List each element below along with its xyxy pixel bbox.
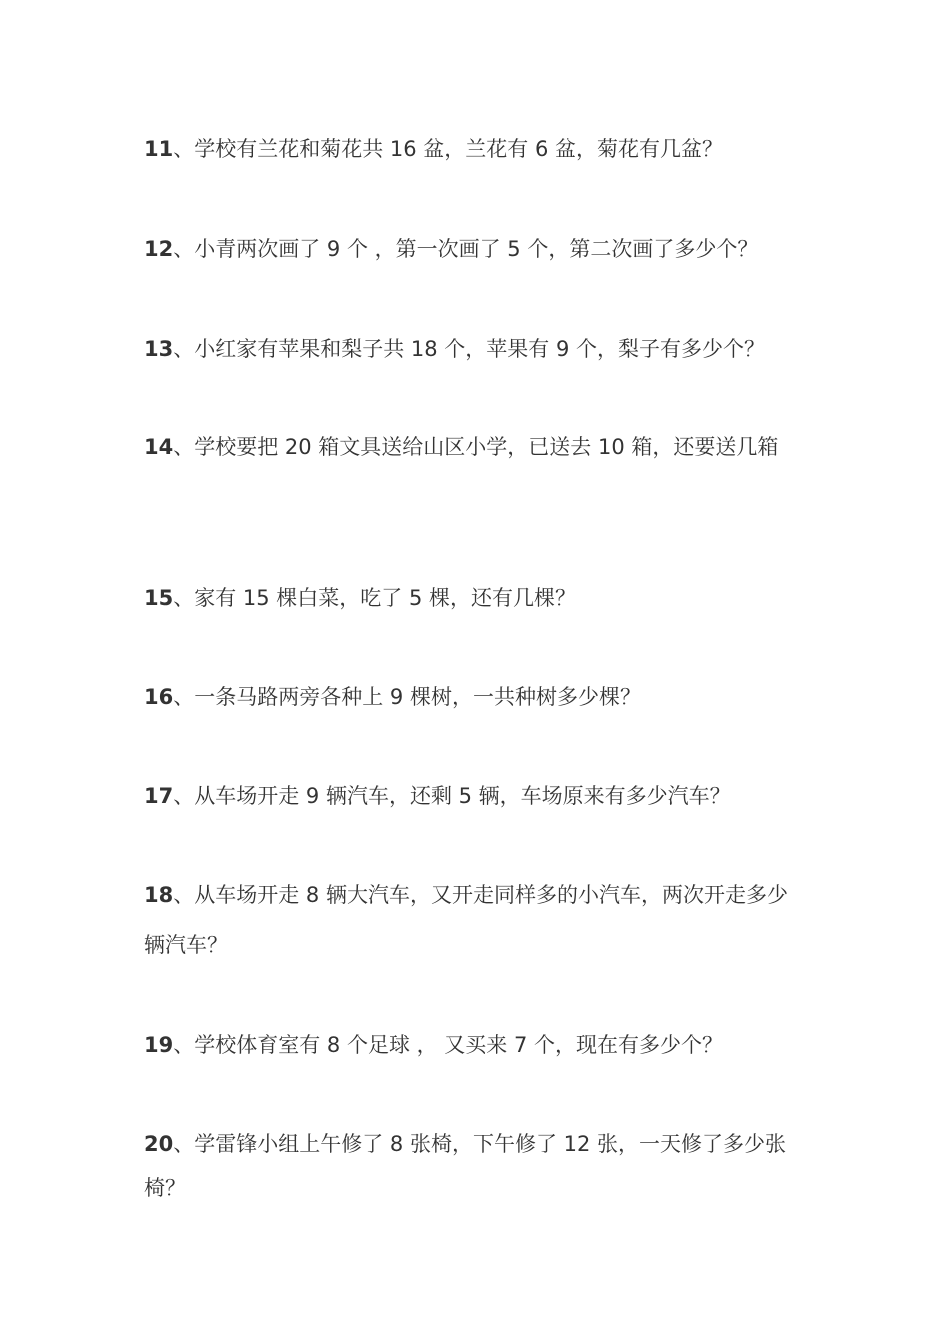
problem-text: 、小红家有苹果和梨子共 18 个，苹果有 9 个，梨子有多少个？ xyxy=(173,337,766,361)
problem-text: 、小青两次画了 9 个 ，第一次画了 5 个，第二次画了多少个？ xyxy=(173,237,759,261)
problem-text: 、从车场开走 9 辆汽车，还剩 5 辆，车场原来有多少汽车？ xyxy=(173,784,731,808)
problem-12 xyxy=(144,224,814,274)
problem-line-1 xyxy=(144,870,814,920)
problem-number: 13 xyxy=(144,337,174,361)
problem-15 xyxy=(144,573,814,623)
problem-text: 、一条马路两旁各种上 9 棵树，一共种树多少棵？ xyxy=(173,685,641,709)
problem-number: 16 xyxy=(144,685,174,709)
problem-line-2: 椅？ xyxy=(144,1176,186,1200)
problem-20 xyxy=(144,1122,814,1210)
problem-number: 20 xyxy=(144,1132,174,1156)
problem-14 xyxy=(144,422,814,472)
problem-17 xyxy=(144,771,814,821)
problem-16 xyxy=(144,672,814,722)
problem-number: 12 xyxy=(144,237,174,261)
problem-text: 、学校有兰花和菊花共 16 盆，兰花有 6 盆，菊花有几盆？ xyxy=(173,137,724,161)
problem-number: 18 xyxy=(144,883,174,907)
problem-text: 、从车场开走 8 辆大汽车，又开走同样多的小汽车，两次开走多少 xyxy=(173,883,788,907)
problem-number: 17 xyxy=(144,784,174,808)
problem-number: 14 xyxy=(144,435,174,459)
problem-18 xyxy=(144,870,814,970)
problem-number: 11 xyxy=(144,137,174,161)
problem-19 xyxy=(144,1020,814,1070)
problem-13 xyxy=(144,324,814,374)
problem-number: 15 xyxy=(144,586,174,610)
problem-number: 19 xyxy=(144,1033,174,1057)
problem-text: 、学校要把 20 箱文具送给山区小学，已送去 10 箱，还要送几箱 xyxy=(173,435,779,459)
problem-text: 、学雷锋小组上午修了 8 张椅，下午修了 12 张，一天修了多少张 xyxy=(173,1132,787,1156)
problem-text: 、家有 15 棵白菜，吃了 5 棵，还有几棵？ xyxy=(173,586,577,610)
problem-text: 、学校体育室有 8 个足球 ， 又买来 7 个，现在有多少个？ xyxy=(173,1033,724,1057)
problem-11 xyxy=(144,124,814,174)
problem-line-2: 辆汽车？ xyxy=(144,933,228,957)
problem-line-1 xyxy=(144,1122,814,1166)
